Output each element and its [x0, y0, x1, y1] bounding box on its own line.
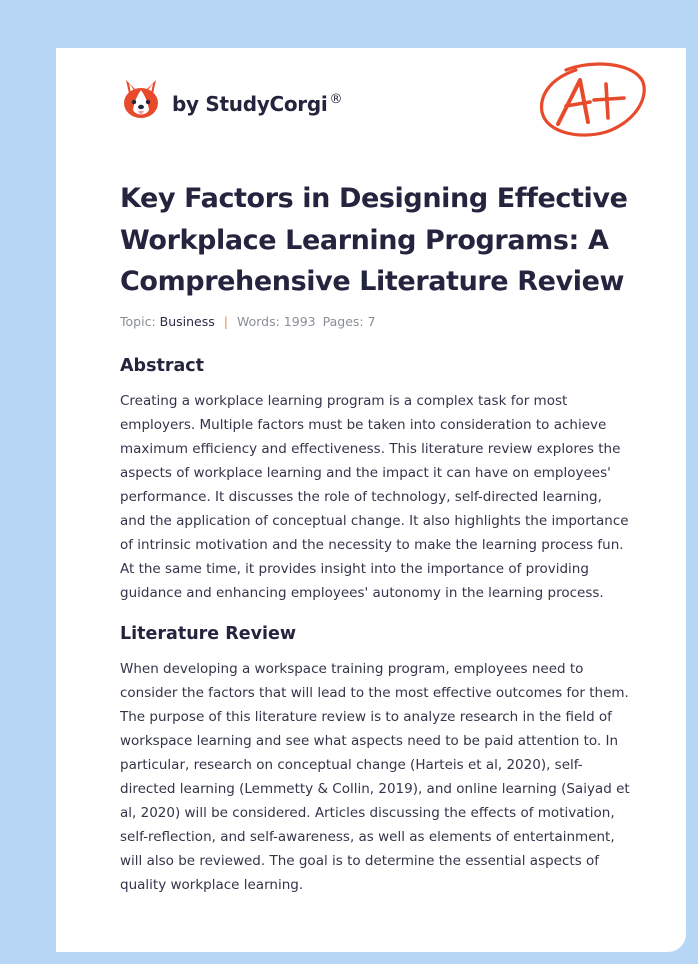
grade-badge	[536, 58, 652, 146]
registered-mark: ®	[329, 92, 343, 108]
word-count: Words: 1993	[236, 313, 316, 329]
article-meta	[120, 314, 630, 329]
topic-label: Topic:	[120, 313, 156, 329]
article-content	[120, 178, 630, 897]
corgi-icon	[120, 76, 162, 122]
page-count: Pages: 7	[322, 313, 376, 329]
brand-name	[172, 92, 342, 116]
section-body-literature-review: When developing a workspace training program, employees need to consider the factors that will lead to the most effective outcomes for them. The purpose of this literature review is to analyze research in the field of workspace learning and see what aspects need to be paid attention to. In particular, research on conceptual change (Harteis et al, 2020), self-directed learning (Lemmetty & Collin, 2019), and online learning (Saiyad et al, 2020) will be considered. Articles discussing the effects of motivation, self-reflection, and self-awareness, as well as elements of entertainment, will also be reviewed. The goal is to determine the essential aspects of quality workplace learning.	[120, 660, 630, 893]
topic-link[interactable]: Business	[159, 313, 215, 329]
meta-separator: |	[223, 313, 228, 329]
a-plus-grade-icon	[536, 58, 652, 142]
document-page	[56, 48, 686, 952]
page-title: Key Factors in Designing Effective Workplace Learning Programs: A Comprehensive Literature Review	[120, 183, 628, 297]
brand-logo[interactable]	[120, 76, 342, 122]
section-body-abstract: Creating a workplace learning program is a complex task for most employers. Multiple factors must be taken into consideration to achieve maximum efficiency and effectiveness. This literature review explores the aspects of workplace learning and the impact it can have on employees' performance. It discusses the role of technology, self-directed learning, and the application of conceptual change. It also highlights the importance of intrinsic motivation and the necessity to make the learning process fun. At the same time, it provides insight into the importance of providing guidance and enhancing employees' autonomy in the learning process.	[120, 392, 629, 601]
section-heading-abstract: Abstract	[120, 355, 205, 376]
brand-name-text: by StudyCorgi	[172, 92, 328, 116]
section-heading-literature-review: Literature Review	[120, 623, 297, 644]
